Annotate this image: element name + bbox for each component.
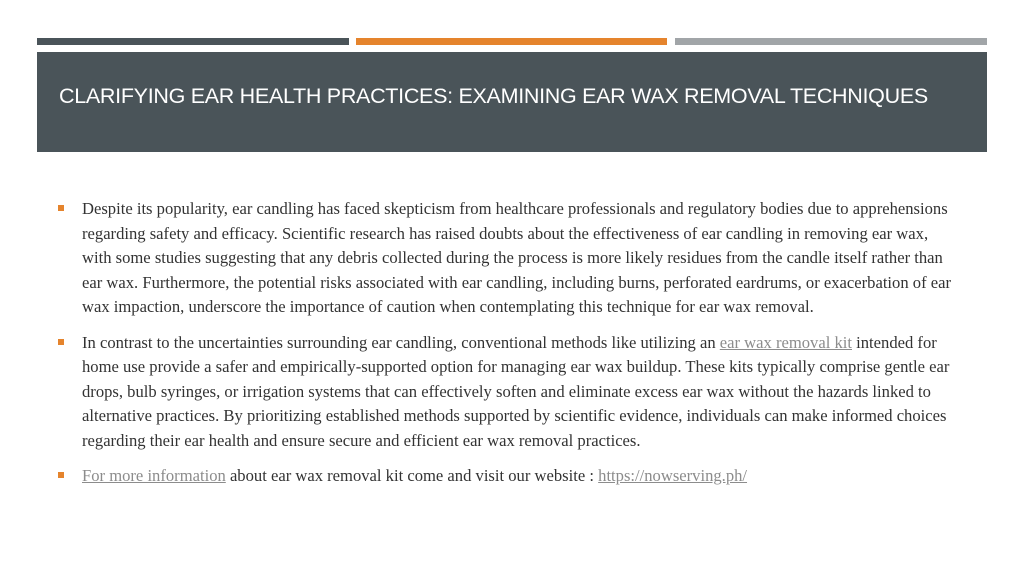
accent-bar-orange [356, 38, 667, 45]
accent-bar-gray [675, 38, 987, 45]
ear-wax-removal-kit-link[interactable]: ear wax removal kit [719, 332, 852, 352]
square-bullet-icon [58, 205, 64, 211]
square-bullet-icon [58, 339, 64, 345]
more-information-link[interactable]: For more information [82, 466, 226, 485]
top-accent-bars [37, 38, 987, 45]
bullet-text-after: intended for home use provide a safer and empirically-supported option for managing ear wax buildup. These kits typically comprise gentle ear drops, bulb syringes, or irrigation systems that can effectively soften and eliminate excess ear wax without the hazards linked to alternative practices. By prioritizing established methods supported by scientific evidence, individuals can make informed choices regarding their ear health and ensure secure and efficient ear wax removal practices. [82, 332, 950, 450]
bullet-item-removal-kit [58, 331, 958, 454]
bullet-item-more-info [58, 464, 958, 489]
bullet-text-middle: about ear wax removal kit come and visit our website : [225, 466, 599, 485]
bullet-text: Despite its popularity, ear candling has faced skepticism from healthcare professionals and regulatory bodies due to apprehensions regarding safety and efficacy. Scientific research has raised doubts about the effectiveness of ear candling in removing ear wax, with some studies suggesting that any debris collected during the process is more likely residues from the candle itself rather than ear wax. Furthermore, the potential risks associated with ear candling, including burns, perforated eardrums, or exacerbation of ear wax impaction, underscore the importance of caution when contemplating this technique for ear wax removal. [82, 199, 952, 316]
bullet-item-ear-candling [58, 197, 958, 320]
website-url-link[interactable]: https://nowserving.ph/ [598, 466, 748, 485]
title-banner [37, 52, 987, 152]
bullet-list [58, 197, 958, 500]
accent-bar-dark [37, 38, 349, 45]
square-bullet-icon [58, 472, 64, 478]
slide-title: CLARIFYING EAR HEALTH PRACTICES: EXAMINING EAR WAX REMOVAL TECHNIQUES [59, 84, 928, 108]
bullet-text-before: In contrast to the uncertainties surrounding ear candling, conventional methods like utilizing an [82, 332, 720, 352]
